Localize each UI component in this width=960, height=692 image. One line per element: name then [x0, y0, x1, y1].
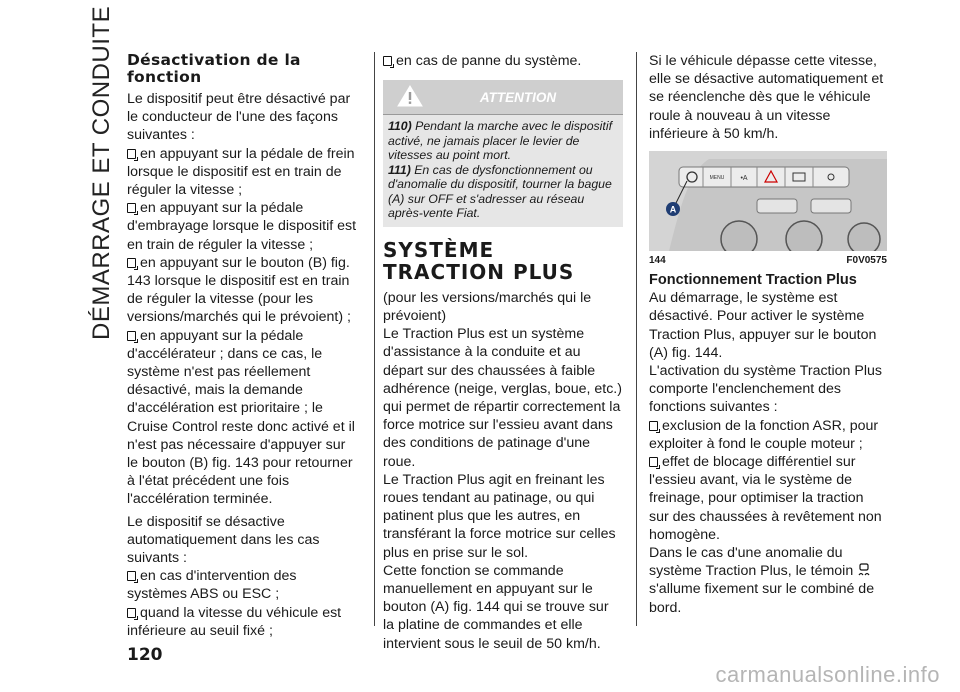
- bullet-icon: [127, 203, 136, 213]
- svg-text:•A: •A: [740, 175, 748, 183]
- paragraph: Le Traction Plus est un système d'assistance à la conduite et au départ sur des chaussées à faible adhérence (neige, verglas, boue, etc.) qui permet de répartir correctement la force motrice sur l'essieu avant dans des conditions de patinage d'une roue.: [383, 326, 622, 470]
- column-1: [127, 52, 359, 640]
- figure-144: [649, 151, 887, 251]
- svg-text:A: A: [669, 204, 677, 215]
- traction-warning-lamp-icon: [857, 563, 871, 577]
- attention-header: [383, 80, 623, 114]
- paragraph: (pour les versions/marchés qui le prévoient): [383, 289, 592, 324]
- list-item: en cas de panne du système.: [383, 52, 623, 70]
- svg-text:MENU: MENU: [709, 175, 725, 182]
- bullet-icon: [649, 457, 658, 467]
- bullet-icon: [127, 608, 136, 618]
- list-item: en cas d'intervention des systèmes ABS ou ESC ;: [127, 568, 297, 603]
- paragraph: Le dispositif peut être désactivé par le conducteur de l'une des façons suivantes :: [127, 91, 351, 144]
- bullet-icon: [127, 571, 136, 581]
- section-heading-traction-plus: SYSTÈME TRACTION PLUS: [383, 237, 575, 284]
- paragraph: Si le véhicule dépasse cette vitesse, elle se désactive automatiquement et se réenclenche dès que le véhicule roule à nouveau à un vitesse inférieure à 50 km/h.: [649, 53, 884, 142]
- column-2: [383, 52, 623, 653]
- paragraph: Au démarrage, le système est désactivé. Pour activer le système Traction Plus, appuyer sur le bouton (A) fig. 144.: [649, 290, 877, 361]
- bullet-icon: [649, 421, 658, 431]
- column-3: [649, 52, 887, 617]
- section-heading-deactivation: Désactivation de la fonction: [127, 51, 301, 86]
- list-item: en appuyant sur la pédale d'embrayage lorsque le dispositif est en train de réguler la vitesse ;: [127, 200, 357, 253]
- list-item: en appuyant sur la pédale d'accélérateur ; dans ce cas, le système n'est pas réellement désactivé, mais la demande d'accélération est prioritaire ; le Cruise Control reste donc activé et il n'est pas nécessaire d'appuyer sur le bouton (B) fig. 143 pour retourner à l'état précédent une fois l'accélération terminée.: [127, 327, 355, 508]
- subsection-heading: Fonctionnement Traction Plus: [649, 272, 857, 289]
- list-item: exclusion de la fonction ASR, pour exploiter à fond le couple moteur ;: [649, 417, 879, 452]
- list-item: effet de blocage différentiel sur l'essieu avant, via le système de freinage, pour optimiser la traction sur des chaussées à revêtement non homogène.: [649, 454, 882, 543]
- bullet-icon: [127, 149, 136, 159]
- paragraph: Le dispositif se désactive automatiquement dans les cas suivants :: [127, 513, 320, 567]
- bullet-icon: [127, 258, 136, 268]
- column-divider: [636, 52, 637, 626]
- attention-box: [383, 80, 623, 227]
- paragraph: L'activation du système Traction Plus comporte l'enclenchement des fonctions suivantes :: [649, 363, 882, 416]
- attention-body: [383, 114, 623, 227]
- dashboard-controls-illustration: [649, 151, 887, 251]
- paragraph: Dans le cas d'une anomalie du système Traction Plus, le témoin s'allume fixement sur le combiné de bord.: [649, 545, 875, 616]
- list-item: quand la vitesse du véhicule est inférieure au seuil fixé ;: [127, 604, 342, 639]
- paragraph: Le Traction Plus agit en freinant les roues tendant au patinage, ou qui patinent plus que les autres, en transférant la force motrice sur celles plus en prise sur le sol.: [383, 471, 616, 561]
- attention-item: 110) Pendant la marche avec le dispositif activé, ne jamais placer le levier de vitesses au point mort.: [388, 119, 612, 163]
- column-divider: [374, 52, 375, 626]
- attention-label: ATTENTION: [479, 90, 557, 106]
- figure-caption: [649, 252, 887, 270]
- bullet-icon: [383, 56, 392, 66]
- page-number: 120: [127, 645, 163, 665]
- side-section-title: [70, 5, 115, 340]
- attention-item: 111) En cas de dysfonctionnement ou d'anomalie du dispositif, tourner la bague (A) sur OFF et s'adresser au réseau après-vente Fiat.: [388, 162, 612, 221]
- bullet-icon: [127, 331, 136, 341]
- side-title-text: DÉMARRAGE ET CONDUITE: [88, 5, 115, 340]
- list-item: en appuyant sur le bouton (B) fig. 143 lorsque le dispositif est en train de réguler la vitesse (pour les versions/marchés qui le prévoient) ;: [127, 254, 351, 326]
- paragraph: Cette fonction se commande manuellement en appuyant sur le bouton (A) fig. 144 qui se trouve sur la platine de commandes et elle intervient sous le seuil de 50 km/h.: [383, 562, 609, 652]
- watermark: carmanualsonline.info: [715, 662, 940, 687]
- figure-number: 144: [649, 255, 666, 267]
- figure-code: F0V0575: [846, 255, 887, 267]
- list-item: en appuyant sur la pédale de frein lorsque le dispositif est en train de réguler la vitesse ;: [127, 145, 355, 199]
